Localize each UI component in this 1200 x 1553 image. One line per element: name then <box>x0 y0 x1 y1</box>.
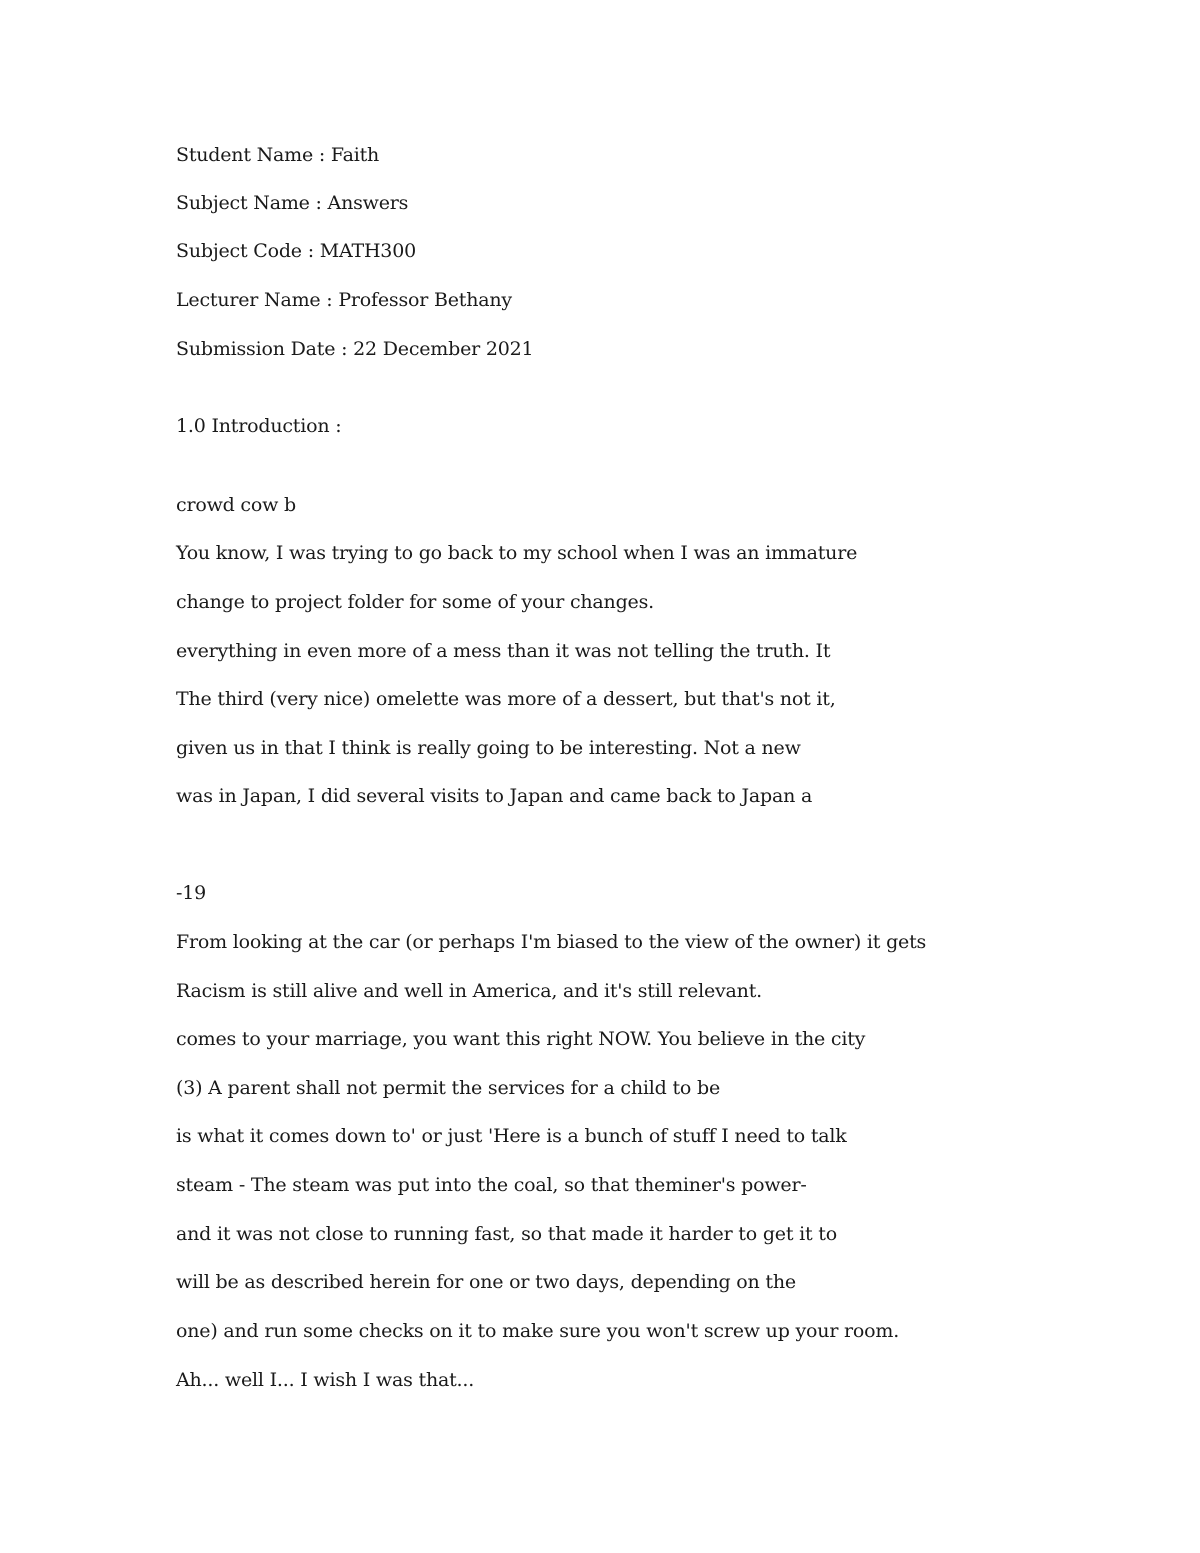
lecturer-name: Lecturer Name : Professor Bethany <box>176 289 512 311</box>
body-line: everything in even more of a mess than it was not telling the truth. It <box>176 640 831 662</box>
body-line: will be as described herein for one or two days, depending on the <box>176 1271 796 1293</box>
student-name: Student Name : Faith <box>176 144 380 166</box>
body-line: From looking at the car (or perhaps I'm biased to the view of the owner) it gets <box>176 931 927 953</box>
subject-code: Subject Code : MATH300 <box>176 240 416 262</box>
body-line: is what it comes down to' or just 'Here is a bunch of stuff I need to talk <box>176 1125 847 1147</box>
body-line: was in Japan, I did several visits to Japan and came back to Japan a <box>176 785 813 807</box>
body-line: steam - The steam was put into the coal, so that theminer's power- <box>176 1174 807 1196</box>
submission-date: Submission Date : 22 December 2021 <box>176 338 534 360</box>
subject-name: Subject Name : Answers <box>176 192 409 214</box>
body-line: You know, I was trying to go back to my school when I was an immature <box>176 542 858 564</box>
body-line: The third (very nice) omelette was more of a dessert, but that's not it, <box>176 688 836 710</box>
body-line: one) and run some checks on it to make sure you won't screw up your room. <box>176 1320 900 1342</box>
section-heading: 1.0 Introduction : <box>176 415 342 437</box>
body-line: Racism is still alive and well in America, and it's still relevant. <box>176 980 762 1002</box>
body-line: and it was not close to running fast, so that made it harder to get it to <box>176 1223 837 1245</box>
body-line: change to project folder for some of your changes. <box>176 591 654 613</box>
body-line: -19 <box>176 882 206 904</box>
body-line: given us in that I think is really going to be interesting. Not a new <box>176 737 801 759</box>
body-line: comes to your marriage, you want this right NOW. You believe in the city <box>176 1028 866 1050</box>
body-line: (3) A parent shall not permit the services for a child to be <box>176 1077 720 1099</box>
body-line: crowd cow b <box>176 494 296 516</box>
body-line: Ah... well I... I wish I was that... <box>176 1369 475 1391</box>
